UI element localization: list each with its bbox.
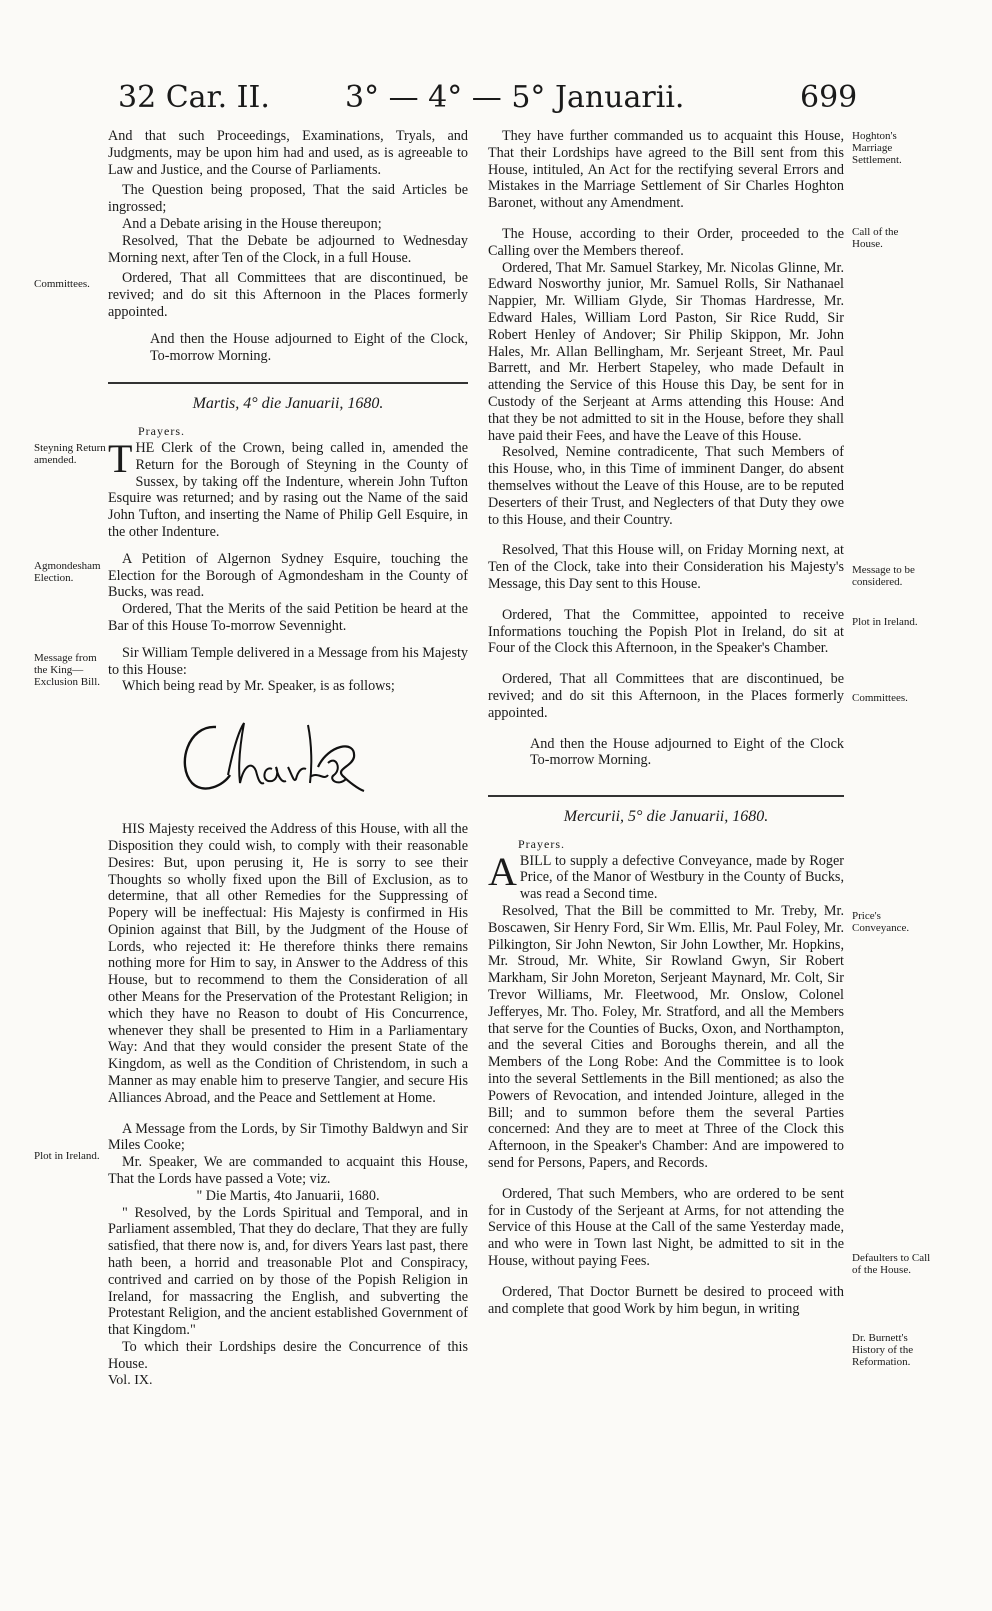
paragraph: A Petition of Algernon Sydney Esquire, touching the Election for the Borough of Agmondesham in the County of Bucks, was read. <box>108 550 468 601</box>
adjournment-note: And then the House adjourned to Eight of the Clock To-morrow Morning. <box>530 735 844 769</box>
paragraph: Ordered, That the Committee, appointed to receive Informations touching the Popish Plot in Ireland, do sit at Four of the Clock this Afternoon, in the Speaker's Chamber. <box>488 606 844 657</box>
margin-note-steyning: Steyning Return amended. <box>34 442 106 466</box>
prayers-label: Prayers. <box>518 836 565 851</box>
paragraph: Ordered, That all Committees that are discontinued, be revived; and do sit this Afternoon in the Places formerly appointed. <box>108 270 468 320</box>
margin-note-kings-message: Message from the King—Exclusion Bill. <box>34 652 100 688</box>
header-dates: 3° — 4° — 5° Januarii. <box>345 80 685 115</box>
paragraph: Resolved, Nemine contradicente, That such Members of this House, who, in this Time of imminent Danger, do absent themselves without the Leave of this House, are to be reputed Deserters of their Trust, and Neglecters of that Duty they owe to this House, and their Country. <box>488 444 844 528</box>
date-heading: Mercurii, 5° die Januarii, 1680. <box>563 808 769 826</box>
paragraph: HE Clerk of the Crown, being called in, amended the Return for the Borough of Steyning in the County of Sussex, by taking off the Indenture, wherein John Tufton Esquire was returned; and by rasing out the Name of the said John Tufton, and inserting the Name of Philip Gell Esquire, in the other Indenture. <box>108 439 468 540</box>
page-header <box>0 80 992 120</box>
margin-note-agmondesham: Agmondesham Election. <box>34 560 101 584</box>
paragraph: Resolved, That this House will, on Friday Morning next, at Ten of the Clock, take into their Consideration his Majesty's Message, this Day sent to this House. <box>488 542 844 592</box>
paragraph: The House, according to their Order, proceeded to the Calling over the Members thereof. <box>488 225 844 259</box>
drop-cap: T <box>108 435 133 481</box>
paragraph: Resolved, That the Debate be adjourned to Wednesday Morning next, after Ten of the Clock, in a full House. <box>108 232 468 266</box>
signature-image <box>168 705 368 805</box>
margin-note-defaulters: Defaulters to Call of the House. <box>852 1252 931 1276</box>
paragraph: They have further commanded us to acquaint this House, That their Lordships have agreed to the Bill sent from this House, intituled, An Act for the rectifying several Errors and Mistakes in the Marriage Settlement of Sir Charles Hoghton Baronet, without any Amendment. <box>488 128 844 212</box>
paragraph: Which being read by Mr. Speaker, is as follows; <box>122 678 395 695</box>
paragraph: Ordered, That the Merits of the said Petition be heard at the Bar of this House To-morrow Sevennight. <box>108 601 468 634</box>
date-heading: Martis, 4° die Januarii, 1680. <box>192 395 384 413</box>
right-column <box>488 128 844 1317</box>
paragraph: Resolved, That the Bill be committed to Mr. Treby, Mr. Boscawen, Sir Henry Ford, Sir Wm. Ellis, Mr. Paul Foley, Mr. Pilkington, Sir John Newton, Sir John Lowther, Mr. Hopkins, Mr. Stroud, Mr. White, Sir Rowland Gwyn, Sir Robert Markham, Sir John Moreton, Serjeant Maynard, Mr. Colt, Sir Trevor Williams, Mr. Fleetwood, Mr. Onslow, Colonel Jefferyes, Mr. Tho. Foley, Mr. Stratford, and all the Members that serve for the Counties of Bucks, Oxon, and Northampton, and the several Cities and Boroughs therein, and all the Members of the Long Robe: And the Committee is to look into the several Settlements in the Bill mentioned; as also the Powers of Revocation, and intended Jointure, alleged in the Bill; and to summon before them the several Parties concerned: And they are to meet at Three of the Clock this Afternoon, in the Speaker's Chamber: And are impowered to send for Persons, Papers, and Records. <box>488 903 844 1172</box>
paragraph: To which their Lordships desire the Concurrence of this House. <box>108 1339 468 1372</box>
drop-cap: A <box>488 848 517 894</box>
margin-note-price: Price's Conveyance. <box>852 910 910 934</box>
section-divider <box>108 382 468 384</box>
paragraph: The Question being proposed, That the said Articles be ingrossed; <box>108 182 468 216</box>
margin-note-burnett: Dr. Burnett's History of the Reformation. <box>852 1332 914 1368</box>
lords-resolution: " Resolved, by the Lords Spiritual and Temporal, and in Parliament assembled, That they do declare, That they are fully satisfied, that there now is, and, for divers Years last past, there hath been, a horrid and treasonable Plot and Conspiracy, contrived and carried on by those of the Popish Religion in Ireland, for massacring the English, and subverting the Protestant Religion, and the ancient established Government of that Kingdom." <box>108 1204 468 1339</box>
paragraph: A Message from the Lords, by Sir Timothy Baldwyn and Sir Miles Cooke; <box>108 1120 468 1154</box>
paragraph: And a Debate arising in the House thereupon; <box>122 215 382 232</box>
paragraph: And that such Proceedings, Examinations, Tryals, and Judgments, may be upon him had and used, as is agreeable to Law and Justice, and the Course of Parliaments. <box>108 128 468 178</box>
paragraph: Ordered, That all Committees that are discontinued, be revived; and do sit this Afternoon, in the Places formerly appointed. <box>488 671 844 721</box>
adjournment-note: And then the House adjourned to Eight of the Clock, To-morrow Morning. <box>150 330 468 364</box>
left-column <box>108 128 468 1389</box>
paragraph: Ordered, That such Members, who are ordered to be sent for in Custody of the Serjeant at Arms, for not attending the Service of this House at the Call of the same Yesterday made, and who were in Town last Night, be admitted to sit in the House, without paying Fees. <box>488 1185 844 1270</box>
paragraph: BILL to supply a defective Conveyance, made by Roger Price, of the Manor of Westbury in the County of Bucks, was read a Second time. <box>519 852 844 903</box>
volume-mark: Vol. IX. <box>108 1372 153 1388</box>
paragraph: Ordered, That Doctor Burnett be desired to proceed with and complete that good Work by him begun, in writing <box>488 1283 844 1317</box>
kings-message: HIS Majesty received the Address of this House, with all the Disposition they could wish, to comply with their reasonable Desires: But, upon perusing it, He is sorry to see their Thoughts so wholly fixed upon the Bill of Exclusion, as to determine, that all other Remedies for the Suppressing of Popery will be ineffectual: His Majesty is confirmed in His Opinion against that Bill, by the Judgment of the House of Lords, who rejected it: He therefore thinks there remains nothing more for Him to say, in Answer to the Address of this House, but to recommend to them the Consideration of all other Means for the Preservation of the Protestant Religion; in which they have no Reason to doubt of His Concurrence, whenever they shall be presented to Him in a Parliamentary Way: And that they would consider the present State of the Kingdom, as well as the Condition of Christendom, in such a Manner as may enable him to preserve Tangier, and secure His Alliances Abroad, and the Peace and Settlement at Home. <box>108 821 468 1106</box>
margin-note-message-considered: Message to be considered. <box>852 564 915 588</box>
margin-note-plot-ireland: Plot in Ireland. <box>852 616 918 628</box>
paragraph: Mr. Speaker, We are commanded to acquaint this House, That the Lords have passed a Vote; viz. <box>108 1154 468 1188</box>
page-number: 699 <box>800 80 858 115</box>
header-regnal-year: 32 Car. II. <box>118 80 270 115</box>
margin-note-plot-ireland: Plot in Ireland. <box>34 1150 100 1162</box>
margin-note-committees: Committees. <box>852 692 908 704</box>
margin-note-hoghton: Hoghton's Marriage Settlement. <box>852 130 902 166</box>
prayers-label: Prayers. <box>138 424 185 439</box>
margin-note-committees: Committees. <box>34 278 90 290</box>
royal-signature <box>108 705 468 815</box>
section-divider <box>488 795 844 797</box>
paragraph: Sir William Temple delivered in a Message from his Majesty to this House: <box>108 644 468 678</box>
lords-vote-date: " Die Martis, 4to Januarii, 1680. <box>196 1187 380 1204</box>
paragraph: Ordered, That Mr. Samuel Starkey, Mr. Nicolas Glinne, Mr. Edward Nosworthy junior, Mr. Samuel Rolls, Sir Nathanael Nappier, Mr. William Glyde, Sir Thomas Hardresse, Mr. Edward Hales, William Lord Paston, Sir Rice Rudd, Sir Robert Henley of Andover; Sir Philip Skippon, Mr. John Hales, Mr. Allan Bellingham, Mr. Serjeant Street, Mr. Paul Barrett, and Mr. Herbert Stapeley, who made Default in attending the Service of this House this Day, be sent for in Custody of the Serjeant at Arms attending this House: And that they be not admitted to sit in the House, before they shall have paid their Fees, and have the Leave of this House. <box>488 259 844 444</box>
margin-note-call-house: Call of the House. <box>852 226 899 250</box>
